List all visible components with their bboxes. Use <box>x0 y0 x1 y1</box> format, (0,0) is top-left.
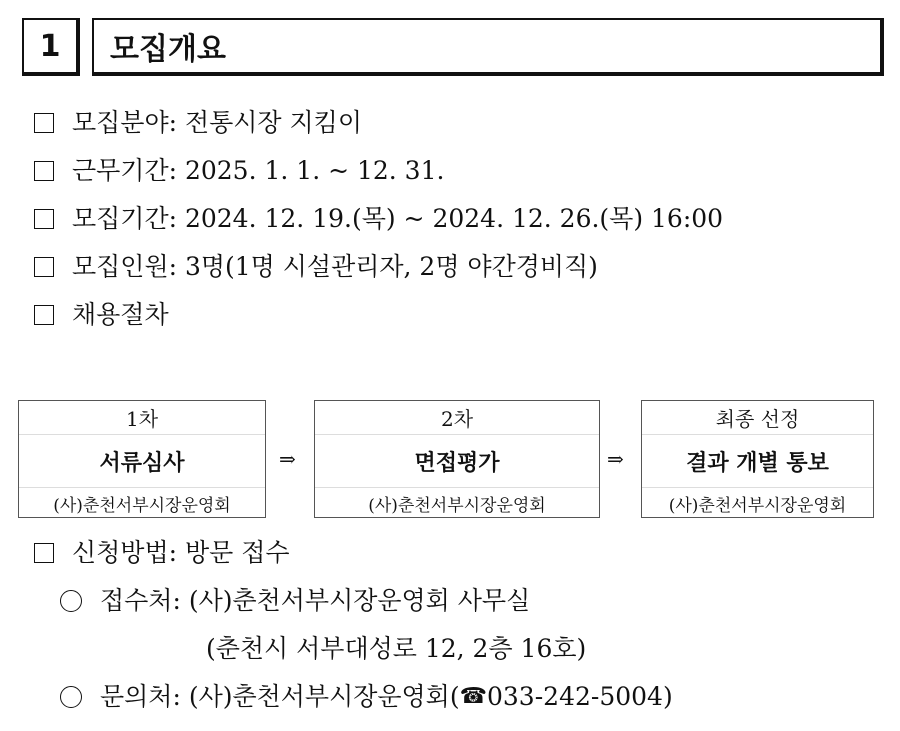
item-process-text: 채용절차 <box>72 300 169 329</box>
section-number: 1 <box>22 18 80 76</box>
step-org: (사)춘천서부시장운영회 <box>53 496 231 516</box>
item-field <box>34 106 362 140</box>
item-headcount-text: 모집인원: 3명(1명 시설관리자, 2명 야간경비직) <box>72 252 598 281</box>
item-recruit <box>34 202 723 236</box>
checkbox-icon <box>34 543 54 563</box>
step-org: (사)춘천서부시장운영회 <box>668 496 847 516</box>
apply-inquiry-text: 문의처: (사)춘천서부시장운영회( <box>100 682 460 711</box>
apply-reception-text: 접수처: (사)춘천서부시장운영회 사무실 <box>100 586 531 615</box>
checkbox-icon <box>34 209 54 229</box>
apply-phone-text: 033-242-5004) <box>487 682 673 711</box>
phone-icon: ☎ <box>459 684 487 709</box>
item-headcount <box>34 250 598 284</box>
item-field-text: 모집분야: 전통시장 지킴이 <box>72 108 362 137</box>
process-step-1 <box>18 400 266 518</box>
process-step-3 <box>641 400 874 518</box>
step-name: 면접평가 <box>315 435 599 488</box>
step-stage: 1차 <box>19 401 265 435</box>
process-step-2 <box>314 400 600 518</box>
arrow-icon: ⇒ <box>279 447 296 471</box>
checkbox-icon <box>34 305 54 325</box>
checkbox-icon <box>34 113 54 133</box>
step-name: 서류심사 <box>19 435 265 488</box>
apply-method-text: 신청방법: 방문 접수 <box>72 538 290 567</box>
apply-address-text: (춘천시 서부대성로 12, 2층 16호) <box>206 634 587 663</box>
arrow-icon: ⇒ <box>607 447 624 471</box>
item-process <box>34 298 169 332</box>
circle-bullet-icon <box>60 590 82 612</box>
step-stage: 2차 <box>315 401 599 435</box>
apply-method <box>34 536 290 570</box>
apply-address <box>206 632 586 666</box>
step-name: 결과 개별 통보 <box>642 435 873 488</box>
item-period <box>34 154 444 188</box>
checkbox-icon <box>34 161 54 181</box>
checkbox-icon <box>34 257 54 277</box>
circle-bullet-icon <box>60 686 82 708</box>
step-org: (사)춘천서부시장운영회 <box>368 496 546 516</box>
step-stage: 최종 선정 <box>642 401 873 435</box>
apply-reception <box>60 584 530 618</box>
item-period-text: 근무기간: 2025. 1. 1. ~ 12. 31. <box>72 156 445 185</box>
section-title: 모집개요 <box>92 18 884 76</box>
item-recruit-text: 모집기간: 2024. 12. 19.(목) ~ 2024. 12. 26.(목) 16:00 <box>72 204 724 233</box>
apply-inquiry <box>60 680 673 714</box>
